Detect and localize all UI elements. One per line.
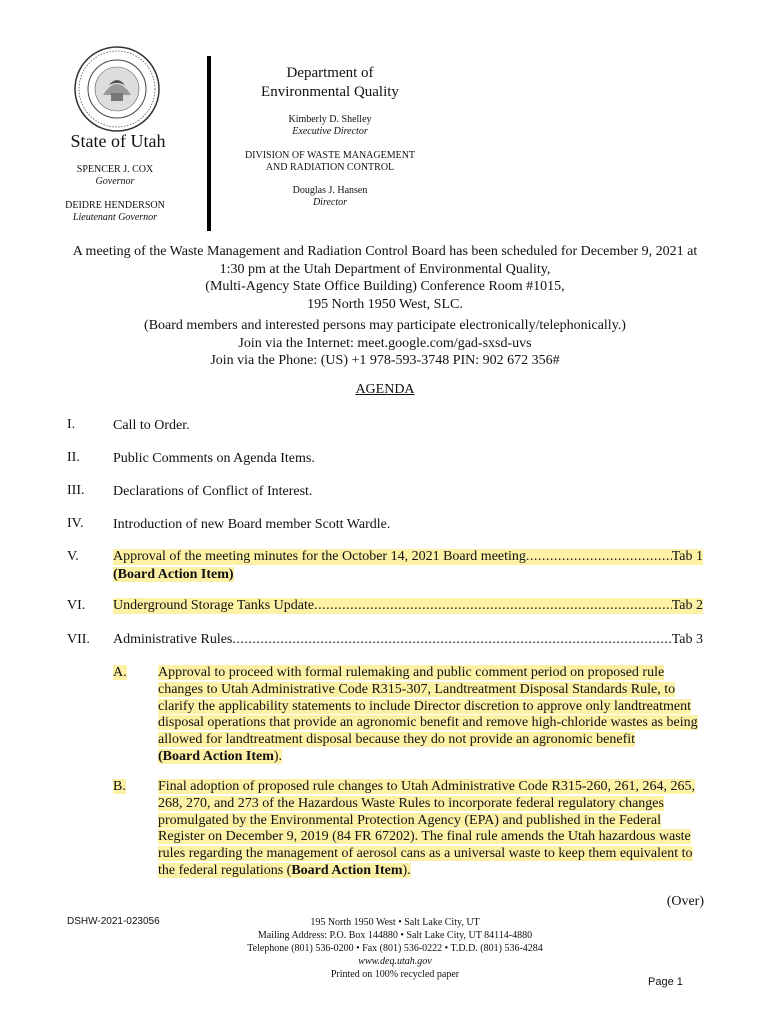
- item-number: VII.: [67, 632, 90, 647]
- department-name: [230, 64, 430, 102]
- announcement-line: 195 North 1950 West, SLC.: [307, 296, 463, 312]
- subitem-end: ).: [402, 862, 411, 878]
- remote-participation: [60, 317, 710, 370]
- agenda-item-new-member: Introduction of new Board member Scott Wardle.: [113, 517, 391, 532]
- subitem-line: allowed for landtreatment disposal because they do not provide an agronomic benefit: [158, 732, 636, 748]
- board-action-item: (Board Action Item): [113, 567, 234, 582]
- meeting-announcement: [60, 243, 710, 313]
- item-number: VI.: [67, 598, 86, 613]
- item-text: Underground Storage Tanks Update: [113, 598, 315, 613]
- leader-dots: [526, 549, 672, 565]
- division-line-1: DIVISION OF WASTE MANAGEMENT: [244, 150, 416, 161]
- department-line-2: Environmental Quality: [261, 84, 399, 100]
- subitem-end: ).: [273, 748, 283, 764]
- subitem-line: promulgated by the Environmental Protection Agency (EPA) and published in the Federal: [158, 812, 661, 828]
- footer-line: 195 North 1950 West • Salt Lake City, UT: [310, 917, 480, 928]
- subitem-line: Approval to proceed with formal rulemaking and public comment period on proposed rule: [158, 665, 665, 680]
- subitem-line: Final adoption of proposed rule changes to Utah Administrative Code R315-260, 261, 264, 265,: [158, 779, 695, 794]
- item-text: Approval of the meeting minutes for the October 14, 2021 Board meeting: [113, 549, 526, 564]
- subitem-line: Register on December 9, 2019 (84 FR 67202). The final rule amends the Utah hazardous waste: [158, 829, 691, 845]
- subitem-line: 268, 270, and 273 of the Hazardous Waste Rules to incorporate federal regulatory changes: [158, 795, 664, 811]
- agenda-item-administrative-rules: [113, 632, 703, 648]
- subitem-letter-b: B.: [113, 779, 126, 794]
- director-role: Director: [312, 197, 348, 208]
- tab-reference: Tab 3: [671, 632, 703, 647]
- division-line-2: AND RADIATION CONTROL: [265, 162, 395, 173]
- over-note: (Over): [666, 894, 704, 909]
- remote-phone: Join via the Phone: (US) +1 978-593-3748 PIN: 902 672 356#: [210, 353, 560, 368]
- leader-dots: [314, 598, 672, 614]
- remote-line: (Board members and interested persons may participate electronically/telephonically.): [144, 318, 626, 333]
- announcement-line: A meeting of the Waste Management and Radiation Control Board has been scheduled for December 9, 2021 at: [72, 244, 698, 259]
- agenda-item-public-comments: Public Comments on Agenda Items.: [113, 451, 315, 466]
- subitem-line: changes to Utah Administrative Code R315-307, Landtreatment Disposal Standards Rule, to: [158, 681, 676, 697]
- lt-governor-name: DEIDRE HENDERSON: [65, 200, 165, 211]
- header-divider: [207, 56, 211, 231]
- footer-line: Printed on 100% recycled paper: [330, 969, 460, 980]
- item-number: II.: [67, 450, 80, 465]
- agenda-item-minutes-approval: [113, 549, 703, 565]
- item-number: III.: [67, 483, 85, 498]
- subitem-line: rules regarding the management of aerosol cans as a universal waste to keep them equivalent to: [158, 846, 693, 862]
- executive-director-name: Kimberly D. Shelley: [288, 114, 372, 125]
- governor-role: Governor: [95, 176, 135, 187]
- state-seal: [73, 45, 161, 133]
- page-number: Page 1: [648, 976, 683, 988]
- agenda-item-ust-update: [113, 598, 703, 614]
- board-action-item: (Board Action Item: [158, 748, 274, 764]
- announcement-line: 1:30 pm at the Utah Department of Environmental Quality,: [219, 261, 551, 277]
- executive-director-role: Executive Director: [292, 126, 368, 137]
- item-number: I.: [67, 417, 76, 432]
- remote-internet-link[interactable]: Join via the Internet: meet.google.com/gad-sxsd-uvs: [238, 335, 532, 351]
- item-text: Administrative Rules: [113, 632, 233, 647]
- lt-governor-role: Lieutenant Governor: [72, 212, 158, 223]
- footer-address: [230, 916, 560, 981]
- governor-name: SPENCER J. COX: [76, 164, 154, 175]
- subitem-letter: [113, 665, 127, 681]
- document-id: DSHW-2021-023056: [67, 916, 160, 927]
- board-action-label: [113, 566, 234, 583]
- agenda-item-conflict-of-interest: Declarations of Conflict of Interest.: [113, 484, 313, 499]
- item-number: IV.: [67, 516, 84, 531]
- subitem-letter: [113, 779, 126, 795]
- state-title: State of Utah: [70, 131, 166, 151]
- footer-line: Telephone (801) 536-0200 • Fax (801) 536-0222 • T.D.D. (801) 536-4284: [247, 943, 543, 954]
- tab-reference: Tab 1: [671, 549, 703, 564]
- director-name: Douglas J. Hansen: [292, 185, 368, 196]
- agenda-heading: AGENDA: [355, 382, 415, 397]
- subitem-line: clarify the applicability statements to include Director discretion to approve only landtreatment: [158, 698, 691, 714]
- department-line-1: Department of: [286, 65, 374, 81]
- subitem-line: the federal regulations (: [158, 862, 292, 878]
- subitem-a-text: [158, 665, 706, 766]
- announcement-line: (Multi-Agency State Office Building) Conference Room #1015,: [205, 279, 565, 294]
- tab-reference: Tab 2: [671, 598, 703, 613]
- subitem-letter-a: A.: [113, 665, 127, 680]
- footer-line: Mailing Address: P.O. Box 144880 • Salt Lake City, UT 84114-4880: [257, 930, 533, 941]
- agenda-item-call-to-order: Call to Order.: [113, 418, 190, 433]
- division-name: [230, 150, 430, 174]
- subitem-line: disposal operations that provide an agronomic benefit and remove high-chloride wastes as being: [158, 715, 698, 731]
- board-action-item: Board Action Item: [291, 862, 403, 878]
- item-number: V.: [67, 549, 79, 564]
- footer-website-link[interactable]: www.deq.utah.gov: [358, 956, 432, 967]
- subitem-b-text: [158, 779, 706, 880]
- leader-dots: [232, 632, 671, 648]
